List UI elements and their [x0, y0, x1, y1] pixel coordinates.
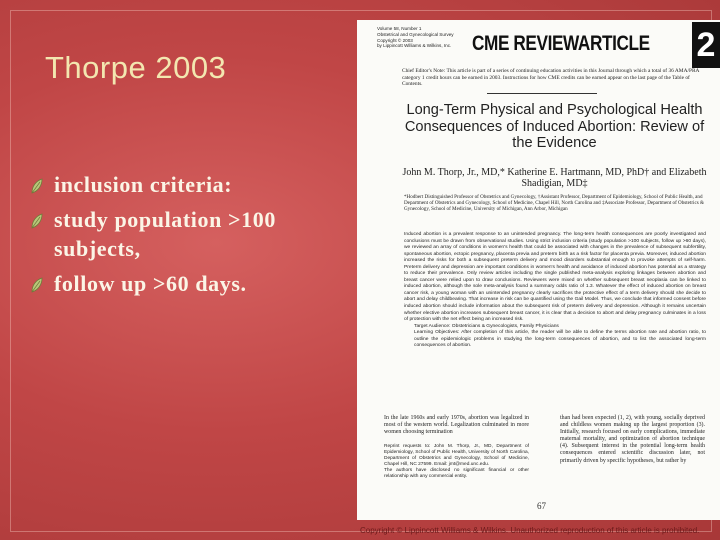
body-column-left	[384, 415, 529, 480]
leaf-bullet-icon	[30, 213, 44, 229]
author-affiliations: *Hodbert Distinguished Professor of Obstetrics and Gynecology, †Assistant Professor, Department of Epidemiology, School of Public Health, and Department of Obstetrics and Gynecology, School of Medicine, Chapel Hill, North Carolina and ‡Associate Professor, Department of Obstetrics & Gynecology, School of Medicine, University of Michigan, Ann Arbor, Michigan	[404, 194, 704, 213]
article-number-badge: 2	[692, 22, 720, 68]
abstract-text: Induced abortion is a prevalent response to an unintended pregnancy. The long-term health consequences are poorly investigated and conclusions must be drawn from observational studies. Using strict inclusion criteria (study population >100 subjects, follow up >60 days), we reviewed an array of conditions in women's health that could be associated with changes in the prevalence of subsequent subfertility, spontaneous abortion, ectopic pregnancy, placenta previa and preterm birth as a risk factor for placenta previa. Moreover, induced abortion increased the risks for both a subsequent preterm delivery and mood disorders substantial enough to provoke attempts of self-harm. Preterm delivery and depression are important conditions in women's health and avoidance of induced abortion has potential as a strategy to reduce their prevalence. Only review articles including the single published meta-analysis exploring linkages between abortion and breast cancer were relied upon to draw conclusions. Reviewers were mixed on whether subsequent breast neoplasia can be linked to induced abortion, although the sole meta-analysis found a summary odds ratio of 1.3. Whatever the effect of induced abortion on breast cancer risk, a young woman with an unintended pregnancy clearly sacrifices the protective effect of a term delivery should she decide to abort and delay childbearing. That increase in risk can be quantified using the Gail Model. Thus, we conclude that informed consent before induced abortion should include information about the subsequent risk of preterm delivery and depression. Although it remains uncertain whether elective abortion increases subsequent breast cancer, it is clear that a decision to abort and delay pregnancy culminates in a loss of protection with the net effect being an increased risk.	[404, 232, 706, 323]
body-text: In the late 1960s and early 1970s, abortion was legalized in most of the western world. Legalization culminated in more women choosing termination	[384, 415, 529, 436]
page-number: 67	[537, 501, 546, 511]
bullet-text: study population >100 subjects,	[54, 207, 276, 261]
bullet-item	[30, 269, 350, 298]
journal-info: Volume 58, Number 1 Obstetrical and Gynecological Survey Copyright © 2003 by Lippincott Williams & Wilkins, Inc.	[377, 26, 454, 49]
leaf-bullet-icon	[30, 277, 44, 293]
cme-note: Chief Editor's Note: This article is part of a series of continuing education activities in this Journal through which a total of 36 AMA/PRA category 1 credit hours can be earned in 2003. Instructions for how CME credits can be earned appear on the last page of the Table of Contents.	[402, 68, 700, 88]
paper-authors: John M. Thorp, Jr., MD,* Katherine E. Hartmann, MD, PhD† and Elizabeth Shadigian, MD‡	[402, 167, 707, 189]
leaf-bullet-icon	[30, 178, 44, 194]
divider	[487, 93, 597, 94]
article-type-heading: CME REVIEWARTICLE	[472, 32, 650, 55]
bullet-list	[30, 170, 350, 304]
copyright-notice: Copyright © Lippincott Williams & Wilkins. Unauthorized reproduction of this article is prohibited.	[360, 526, 700, 535]
bullet-text: inclusion criteria:	[54, 172, 233, 197]
bullet-text: follow up >60 days.	[54, 271, 247, 296]
bullet-item	[30, 205, 350, 263]
footnote: Reprint requests to: John M. Thorp, Jr., MD, Department of Epidemiology, School of Public Health, University of North Carolina, Department of Obstetrics and Gynecology, School of Medicine, Chapel Hill, NC 27599. Email: jmt@med.unc.edu. The authors have disclosed no significant financial or other relationship with any commercial entity.	[384, 444, 529, 480]
abstract	[404, 232, 706, 350]
learning-objectives: Learning Objectives: After completion of this article, the reader will be able to define the terms abortion rate and abortion ratio, to outline the epidemiologic problems in studying the long-term consequences of abortion, and to list the associated long-term consequences of abortion.	[414, 330, 706, 349]
target-audience: Target Audience: Obstetricians & Gynecologists, Family Physicians	[414, 323, 559, 329]
slide-title: Thorpe 2003	[45, 50, 227, 85]
paper-title: Long-Term Physical and Psychological Health Consequences of Induced Abortion: Review of the Evidence	[404, 102, 705, 152]
body-text: than had been expected (1, 2), with young, socially deprived and childless women making up the largest proportion (3). Initially, research focused on early complications, immediate maternal mortality, and optimization of abortion technique (4). Subsequent interest in the potential long-term health consequences entered scientific discussion later, not primarily driven by specific hypotheses, but rather by	[560, 415, 705, 464]
body-column-right	[560, 415, 705, 465]
bullet-item	[30, 170, 350, 199]
article-image	[357, 20, 720, 520]
